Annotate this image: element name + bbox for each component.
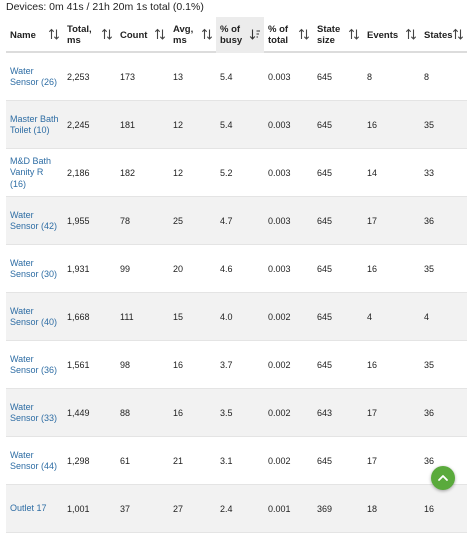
cell-count: 88 [120, 408, 131, 418]
column-label: % of total [268, 24, 289, 46]
table-row [6, 101, 467, 149]
cell-total-ms: 2,253 [67, 72, 90, 82]
device-name-link[interactable] [10, 293, 60, 341]
cell-total-ms: 1,561 [67, 360, 90, 370]
device-name: Master Bath Toilet (10) [10, 113, 59, 135]
table-row [6, 293, 467, 341]
column-label: States [424, 29, 453, 41]
column-header-pct-busy[interactable] [216, 17, 264, 53]
cell-count: 37 [120, 504, 131, 514]
device-name: M&D Bath Vanity R (16) [10, 155, 52, 189]
cell-events: 16 [367, 360, 378, 370]
sort-icon [452, 28, 464, 41]
device-name-link[interactable] [10, 53, 60, 101]
device-name-link[interactable] [10, 149, 60, 197]
cell-total-ms: 1,001 [67, 504, 90, 514]
cell-state-size: 645 [317, 312, 333, 322]
cell-count: 98 [120, 360, 131, 370]
cell-count: 61 [120, 456, 131, 466]
cell-state-size: 369 [317, 504, 333, 514]
cell-count: 111 [120, 312, 134, 322]
column-header-count[interactable] [116, 17, 169, 53]
device-name-link[interactable] [10, 389, 60, 437]
cell-count: 182 [120, 168, 136, 178]
sort-icon [48, 28, 60, 41]
cell-states: 4 [424, 312, 430, 322]
device-name-link[interactable] [10, 245, 60, 293]
sort-icon [298, 28, 310, 41]
column-header-name[interactable] [6, 17, 63, 53]
column-label: State size [317, 24, 341, 46]
device-name: Water Sensor (30) [10, 257, 58, 279]
column-label: Events [367, 29, 399, 41]
column-label: Avg, ms [173, 24, 194, 46]
column-header-pct-total[interactable] [264, 17, 313, 53]
cell-pct-busy: 5.4 [220, 72, 233, 82]
cell-pct-busy: 3.5 [220, 408, 233, 418]
cell-events: 8 [367, 72, 373, 82]
cell-avg-ms: 16 [173, 408, 184, 418]
cell-avg-ms: 16 [173, 360, 184, 370]
cell-pct-total: 0.002 [268, 360, 291, 370]
cell-pct-busy: 3.7 [220, 360, 233, 370]
sort-icon [405, 28, 417, 41]
device-name-link[interactable] [10, 437, 60, 485]
table-row [6, 389, 467, 437]
cell-count: 173 [120, 72, 136, 82]
cell-avg-ms: 20 [173, 264, 184, 274]
cell-avg-ms: 13 [173, 72, 184, 82]
devices-summary: Devices: 0m 41s / 21h 20m 1s total (0.1%) [6, 1, 204, 13]
cell-avg-ms: 12 [173, 120, 184, 130]
cell-total-ms: 1,955 [67, 216, 90, 226]
cell-avg-ms: 27 [173, 504, 184, 514]
table-row [6, 197, 467, 245]
table-row [6, 341, 467, 389]
device-name: Water Sensor (33) [10, 401, 58, 423]
cell-states: 36 [424, 456, 435, 466]
sort-icon [201, 28, 213, 41]
column-header-states[interactable] [420, 17, 467, 53]
scroll-to-top-button[interactable] [431, 466, 455, 490]
table-header [6, 17, 467, 53]
cell-events: 14 [367, 168, 378, 178]
cell-states: 36 [424, 408, 435, 418]
cell-events: 17 [367, 216, 378, 226]
device-name: Water Sensor (26) [10, 65, 58, 87]
cell-states: 8 [424, 72, 430, 82]
cell-avg-ms: 25 [173, 216, 184, 226]
cell-pct-total: 0.003 [268, 168, 291, 178]
sort-icon [154, 28, 166, 41]
cell-pct-total: 0.002 [268, 312, 291, 322]
cell-state-size: 645 [317, 216, 333, 226]
sort-icon [101, 28, 113, 41]
cell-state-size: 645 [317, 120, 333, 130]
cell-states: 36 [424, 216, 435, 226]
column-header-total-ms[interactable] [63, 17, 116, 53]
device-name-link[interactable] [10, 101, 60, 149]
cell-total-ms: 1,931 [67, 264, 90, 274]
cell-avg-ms: 21 [173, 456, 184, 466]
column-label: % of busy [220, 24, 243, 46]
cell-pct-busy: 5.4 [220, 120, 233, 130]
cell-events: 17 [367, 456, 378, 466]
cell-state-size: 643 [317, 408, 333, 418]
cell-total-ms: 2,245 [67, 120, 90, 130]
cell-pct-total: 0.003 [268, 264, 291, 274]
cell-pct-total: 0.003 [268, 216, 291, 226]
cell-events: 16 [367, 120, 378, 130]
cell-avg-ms: 15 [173, 312, 184, 322]
cell-pct-busy: 4.7 [220, 216, 233, 226]
cell-state-size: 645 [317, 360, 333, 370]
cell-states: 33 [424, 168, 435, 178]
device-name-link[interactable] [10, 485, 60, 533]
cell-pct-total: 0.001 [268, 504, 291, 514]
cell-states: 35 [424, 120, 435, 130]
cell-pct-busy: 4.0 [220, 312, 233, 322]
column-header-state-size[interactable] [313, 17, 363, 53]
cell-count: 99 [120, 264, 131, 274]
cell-pct-total: 0.003 [268, 120, 291, 130]
cell-pct-busy: 5.2 [220, 168, 233, 178]
cell-pct-busy: 4.6 [220, 264, 233, 274]
chevron-up-icon [437, 472, 449, 484]
table-row [6, 485, 467, 533]
cell-events: 4 [367, 312, 373, 322]
cell-events: 17 [367, 408, 378, 418]
column-header-events[interactable] [363, 17, 420, 53]
cell-total-ms: 1,668 [67, 312, 90, 322]
device-stats-table [6, 17, 467, 514]
cell-total-ms: 2,186 [67, 168, 90, 178]
device-name-link[interactable] [10, 197, 60, 245]
table-row [6, 437, 467, 485]
cell-states: 16 [424, 504, 435, 514]
column-label: Name [10, 29, 36, 41]
device-name: Water Sensor (42) [10, 209, 58, 231]
cell-count: 78 [120, 216, 131, 226]
cell-states: 35 [424, 264, 435, 274]
cell-state-size: 645 [317, 168, 333, 178]
cell-events: 16 [367, 264, 378, 274]
cell-pct-busy: 2.4 [220, 504, 233, 514]
column-label: Count [120, 29, 148, 41]
cell-pct-total: 0.002 [268, 456, 291, 466]
sort-descending-icon [249, 28, 261, 41]
cell-events: 18 [367, 504, 378, 514]
cell-state-size: 645 [317, 264, 333, 274]
device-name: Water Sensor (40) [10, 305, 58, 327]
table-row [6, 149, 467, 197]
cell-avg-ms: 12 [173, 168, 184, 178]
device-name-link[interactable] [10, 341, 60, 389]
sort-icon [348, 28, 360, 41]
cell-state-size: 645 [317, 72, 333, 82]
table-row [6, 53, 467, 101]
column-label: Total, ms [67, 24, 92, 46]
cell-pct-total: 0.002 [268, 408, 291, 418]
device-name: Water Sensor (44) [10, 449, 58, 471]
cell-pct-busy: 3.1 [220, 456, 233, 466]
cell-state-size: 645 [317, 456, 333, 466]
cell-pct-total: 0.003 [268, 72, 291, 82]
column-header-avg-ms[interactable] [169, 17, 216, 53]
device-name: Water Sensor (36) [10, 353, 58, 375]
cell-count: 181 [120, 120, 136, 130]
cell-total-ms: 1,298 [67, 456, 90, 466]
cell-total-ms: 1,449 [67, 408, 90, 418]
device-name: Outlet 17 [10, 503, 47, 514]
cell-states: 35 [424, 360, 435, 370]
table-row [6, 245, 467, 293]
